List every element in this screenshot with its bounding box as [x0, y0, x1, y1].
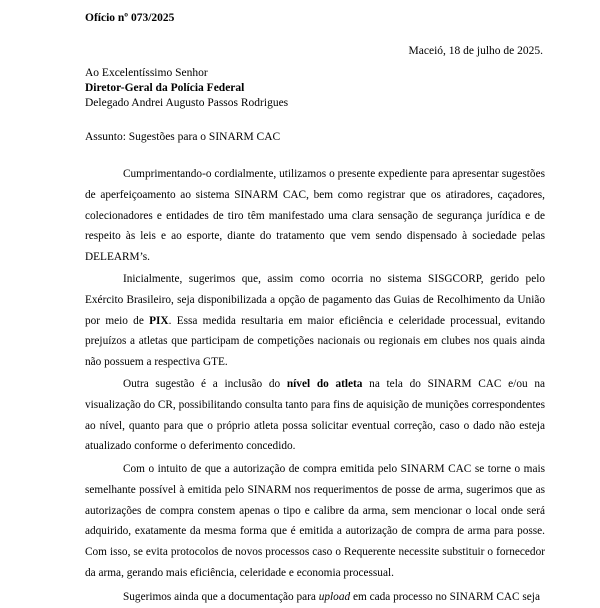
paragraph-2-text-b: . Essa medida resultaria em maior eficiência e celeridade processual, evitando prejuízos a atletas que participam de competições nacionais ou regionais em clubes nos quais ainda não possuem a respectiva GTE.	[85, 314, 545, 369]
paragraph-5-text-b: em cada processo no SINARM CAC seja	[350, 591, 540, 603]
paragraph-5-text-a: Sugerimos ainda que a documentação para	[123, 591, 319, 603]
paragraph-5	[85, 587, 545, 608]
paragraph-3	[85, 374, 545, 457]
paragraph-3-bold: nível do atleta	[286, 378, 363, 390]
oficio-number: Ofício nº 073/2025	[85, 12, 175, 24]
paragraph-4-text: Com o intuito de que a autorização de compra emitida pelo SINARM CAC se torne o mais semelhante possível à emitida pelo SINARM nos requerimentos de posse de arma, sugerimos que as autorizações de compra constem apenas o tipo e calibre da arma, sem mencionar o local onde será adquirido, exatamente da mesma forma que é emitida a autorização de compra de arma para posse. Com isso, se evita protocolos de novos processos caso o Requerente necessite substituir o fornecedor da arma, gerando mais eficiência, celeridade e economia processual.	[85, 463, 545, 579]
paragraph-2-text-a: Inicialmente, sugerimos que, assim como ocorria no sistema SISGCORP, gerido pelo Exército Brasileiro, seja disponibilizada a opção de pagamento das Guias de Recolhimento da União por meio de	[85, 273, 545, 327]
addressee-name: Delegado Andrei Augusto Passos Rodrigues	[85, 97, 289, 109]
paragraph-2-bold: PIX	[149, 314, 169, 327]
document-date: Maceió, 18 de julho de 2025.	[408, 45, 543, 57]
paragraph-3-text-b: na tela do SINARM CAC e/ou na visualização do CR, possibilitando consulta tanto para fins de aquisição de munições correspondentes ao nível, quanto para que o próprio atleta possa solicitar eventual correção, caso o dado não esteja atualizado conforme o deferimento concedido.	[85, 378, 545, 453]
subject-line: Assunto: Sugestões para o SINARM CAC	[85, 131, 281, 143]
paragraph-3-text-a: Outra sugestão é a inclusão do	[123, 378, 287, 390]
addressee-title: Diretor-Geral da Polícia Federal	[85, 82, 245, 94]
paragraph-2	[85, 269, 545, 373]
paragraph-5-italic: upload	[318, 591, 351, 603]
addressee-salutation: Ao Excelentíssimo Senhor	[85, 67, 208, 79]
paragraph-4	[85, 459, 545, 584]
paragraph-1-text: Cumprimentando-o cordialmente, utilizamos o presente expediente para apresentar sugestões de aperfeiçoamento ao sistema SINARM CAC, bem como registrar que os atiradores, caçadores, colecionadores e entidades de tiro têm manifestado uma clara sensação de segurança jurídica e de respeito às leis e ao esporte, diante do tratamento que vem sendo dispensado à sociedade pelas DELEARM’s.	[85, 168, 545, 264]
paragraph-1	[85, 164, 545, 268]
